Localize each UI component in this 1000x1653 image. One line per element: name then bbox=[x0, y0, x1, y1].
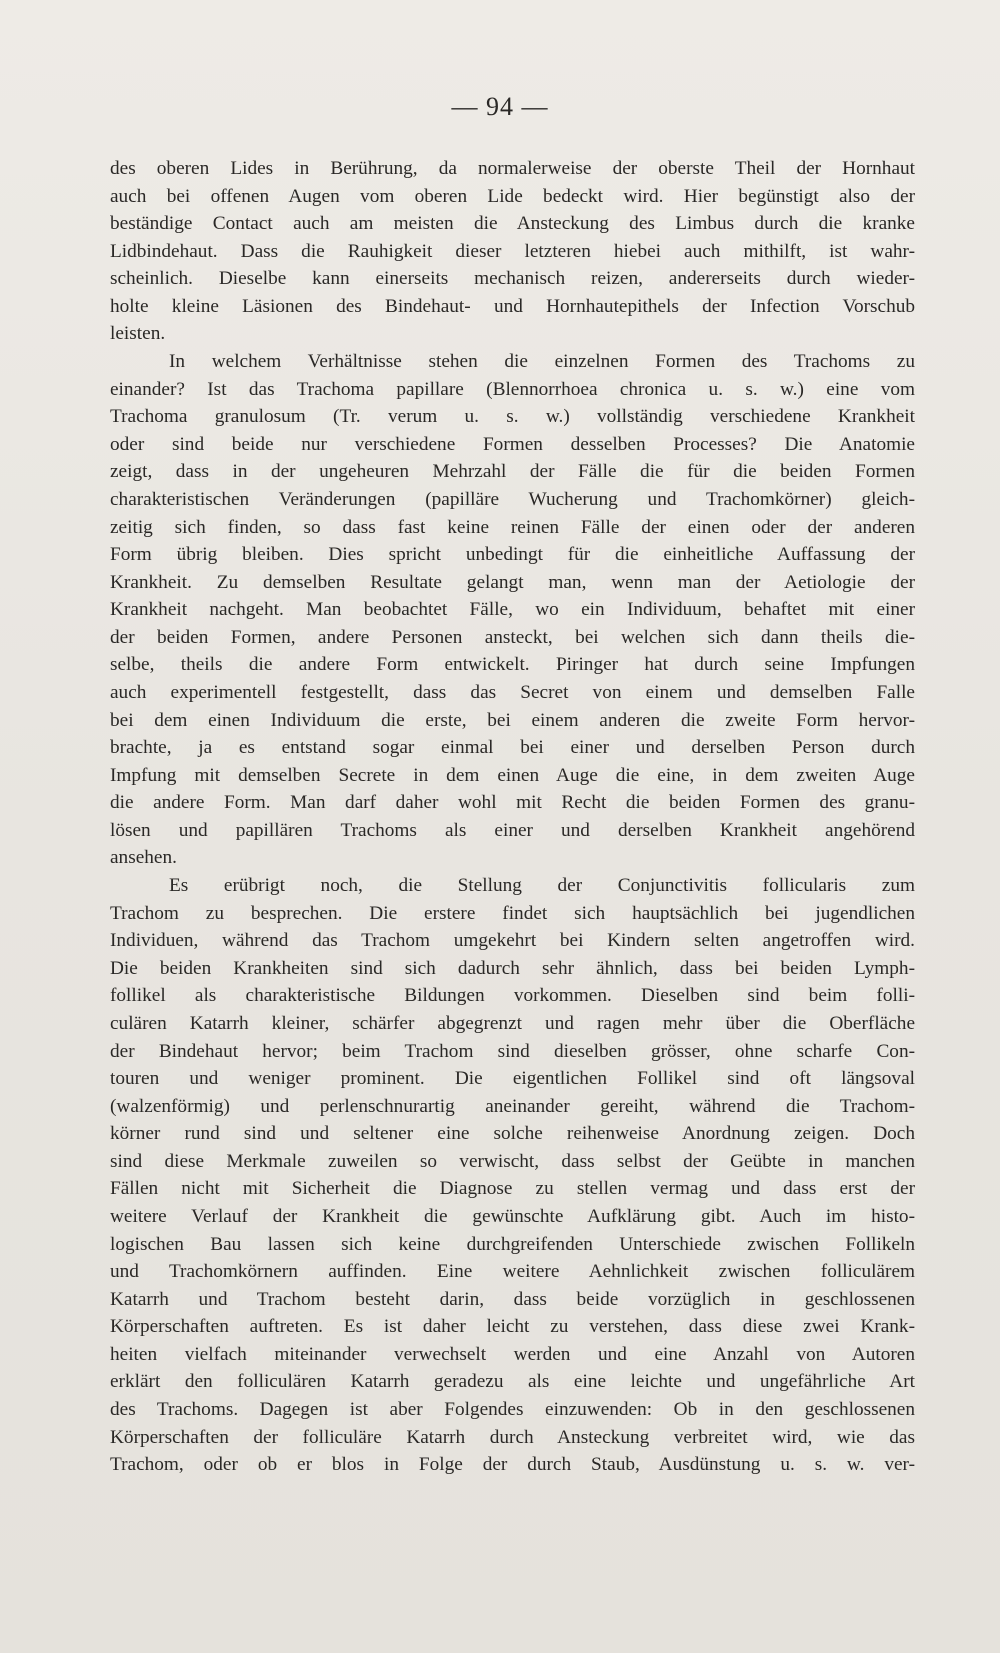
text-line: logischen Bau lassen sich keine durchgreifenden Unterschiede zwischen Follikeln bbox=[110, 1233, 915, 1255]
text-line: touren und weniger prominent. Die eigentlichen Follikel sind oft längsoval bbox=[110, 1068, 915, 1090]
text-line: Die beiden Krankheiten sind sich dadurch sehr ähnlich, dass bei beiden Lymph- bbox=[110, 957, 915, 979]
text-line: Fällen nicht mit Sicherheit die Diagnose zu stellen vermag und dass erst der bbox=[110, 1178, 915, 1200]
text-line: Körperschaften der folliculäre Katarrh durch Ansteckung verbreitet wird, wie das bbox=[110, 1426, 915, 1448]
text-line: der beiden Formen, andere Personen ansteckt, bei welchen sich dann theils die- bbox=[110, 626, 915, 648]
text-line: auch experimentell festgestellt, dass das Secret von einem und demselben Falle bbox=[110, 681, 915, 703]
text-line: Es erübrigt noch, die Stellung der Conjunctivitis follicularis zum bbox=[169, 875, 915, 897]
text-line: des oberen Lides in Berührung, da normalerweise der oberste Theil der Hornhaut bbox=[110, 158, 915, 179]
text-line: erklärt den folliculären Katarrh geradezu als eine leichte und ungefährliche Art bbox=[110, 1371, 915, 1393]
text-line: Impfung mit demselben Secrete in dem einen Auge die eine, in dem zweiten Auge bbox=[110, 764, 915, 786]
text-line: die andere Form. Man darf daher wohl mit Recht die beiden Formen des granu- bbox=[110, 792, 915, 814]
text-line: Krankheit nachgeht. Man beobachtet Fälle, wo ein Individuum, behaftet mit einer bbox=[110, 599, 915, 621]
text-line: weitere Verlauf der Krankheit die gewünschte Aufklärung gibt. Auch im histo- bbox=[110, 1205, 915, 1227]
text-line: charakteristischen Veränderungen (papilläre Wucherung und Trachomkörner) gleich- bbox=[110, 488, 915, 510]
text-line: Form übrig bleiben. Dies spricht unbedingt für die einheitliche Auffassung der bbox=[110, 544, 915, 566]
text-line: Trachom, oder ob er blos in Folge der durch Staub, Ausdünstung u. s. w. ver- bbox=[110, 1454, 915, 1476]
text-line: scheinlich. Dieselbe kann einerseits mechanisch reizen, andererseits durch wieder- bbox=[110, 268, 915, 290]
text-line: (walzenförmig) und perlenschnurartig aneinander gereiht, während die Trachom- bbox=[110, 1095, 915, 1117]
text-line: Krankheit. Zu demselben Resultate gelangt man, wenn man der Aetiologie der bbox=[110, 571, 915, 593]
page-number: — 94 — bbox=[451, 92, 549, 121]
text-line: brachte, ja es entstand sogar einmal bei einer und derselben Person durch bbox=[110, 737, 915, 759]
text-line: culären Katarrh kleiner, schärfer abgegrenzt und ragen mehr über die Oberfläche bbox=[110, 1012, 915, 1034]
text-line: leisten. bbox=[110, 323, 166, 345]
text-line: zeigt, dass in der ungeheuren Mehrzahl der Fälle die für die beiden Formen bbox=[110, 461, 915, 483]
text-line: sind diese Merkmale zuweilen so verwischt, dass selbst der Geübte in manchen bbox=[110, 1150, 915, 1172]
body-text bbox=[110, 155, 915, 1479]
text-line: beständige Contact auch am meisten die Ansteckung des Limbus durch die kranke bbox=[110, 213, 915, 235]
text-line: des Trachoms. Dagegen ist aber Folgendes einzuwenden: Ob in den geschlossenen bbox=[110, 1399, 915, 1421]
text-line: körner rund sind und seltener eine solche reihenweise Anordnung zeigen. Doch bbox=[110, 1123, 915, 1145]
text-line: selbe, theils die andere Form entwickelt. Piringer hat durch seine Impfungen bbox=[110, 654, 915, 676]
text-line: lösen und papillären Trachoms als einer und derselben Krankheit angehörend bbox=[110, 819, 915, 841]
text-line: oder sind beide nur verschiedene Formen desselben Processes? Die Anatomie bbox=[110, 433, 915, 455]
text-line: holte kleine Läsionen des Bindehaut- und Hornhautepithels der Infection Vorschub bbox=[110, 295, 915, 317]
text-line: Trachom zu besprechen. Die erstere findet sich hauptsächlich bei jugendlichen bbox=[110, 902, 915, 924]
text-line: zeitig sich finden, so dass fast keine reinen Fälle der einen oder der anderen bbox=[110, 516, 915, 538]
text-line: auch bei offenen Augen vom oberen Lide bedeckt wird. Hier begünstigt also der bbox=[110, 185, 915, 207]
text-line: Lidbindehaut. Dass die Rauhigkeit dieser letzteren hiebei auch mithilft, ist wahr- bbox=[110, 240, 915, 262]
text-line: Trachoma granulosum (Tr. verum u. s. w.) vollständig verschiedene Krankheit bbox=[110, 406, 915, 428]
text-line: bei dem einen Individuum die erste, bei einem anderen die zweite Form hervor- bbox=[110, 709, 915, 731]
text-line: einander? Ist das Trachoma papillare (Blennorrhoea chronica u. s. w.) eine vom bbox=[110, 378, 915, 400]
text-line: der Bindehaut hervor; beim Trachom sind dieselben grösser, ohne scharfe Con- bbox=[110, 1040, 915, 1062]
text-line: und Trachomkörnern auffinden. Eine weitere Aehnlichkeit zwischen folliculärem bbox=[110, 1261, 915, 1283]
text-line: ansehen. bbox=[110, 847, 177, 869]
text-line: Katarrh und Trachom besteht darin, dass beide vorzüglich in geschlossenen bbox=[110, 1288, 915, 1310]
text-line: Körperschaften auftreten. Es ist daher leicht zu verstehen, dass diese zwei Krank- bbox=[110, 1316, 915, 1338]
text-line: heiten vielfach miteinander verwechselt werden und eine Anzahl von Autoren bbox=[110, 1343, 915, 1365]
text-line: follikel als charakteristische Bildungen vorkommen. Dieselben sind beim folli- bbox=[110, 985, 915, 1007]
text-line: In welchem Verhältnisse stehen die einzelnen Formen des Trachoms zu bbox=[169, 351, 915, 373]
text-line: Individuen, während das Trachom umgekehrt bei Kindern selten angetroffen wird. bbox=[110, 930, 915, 952]
